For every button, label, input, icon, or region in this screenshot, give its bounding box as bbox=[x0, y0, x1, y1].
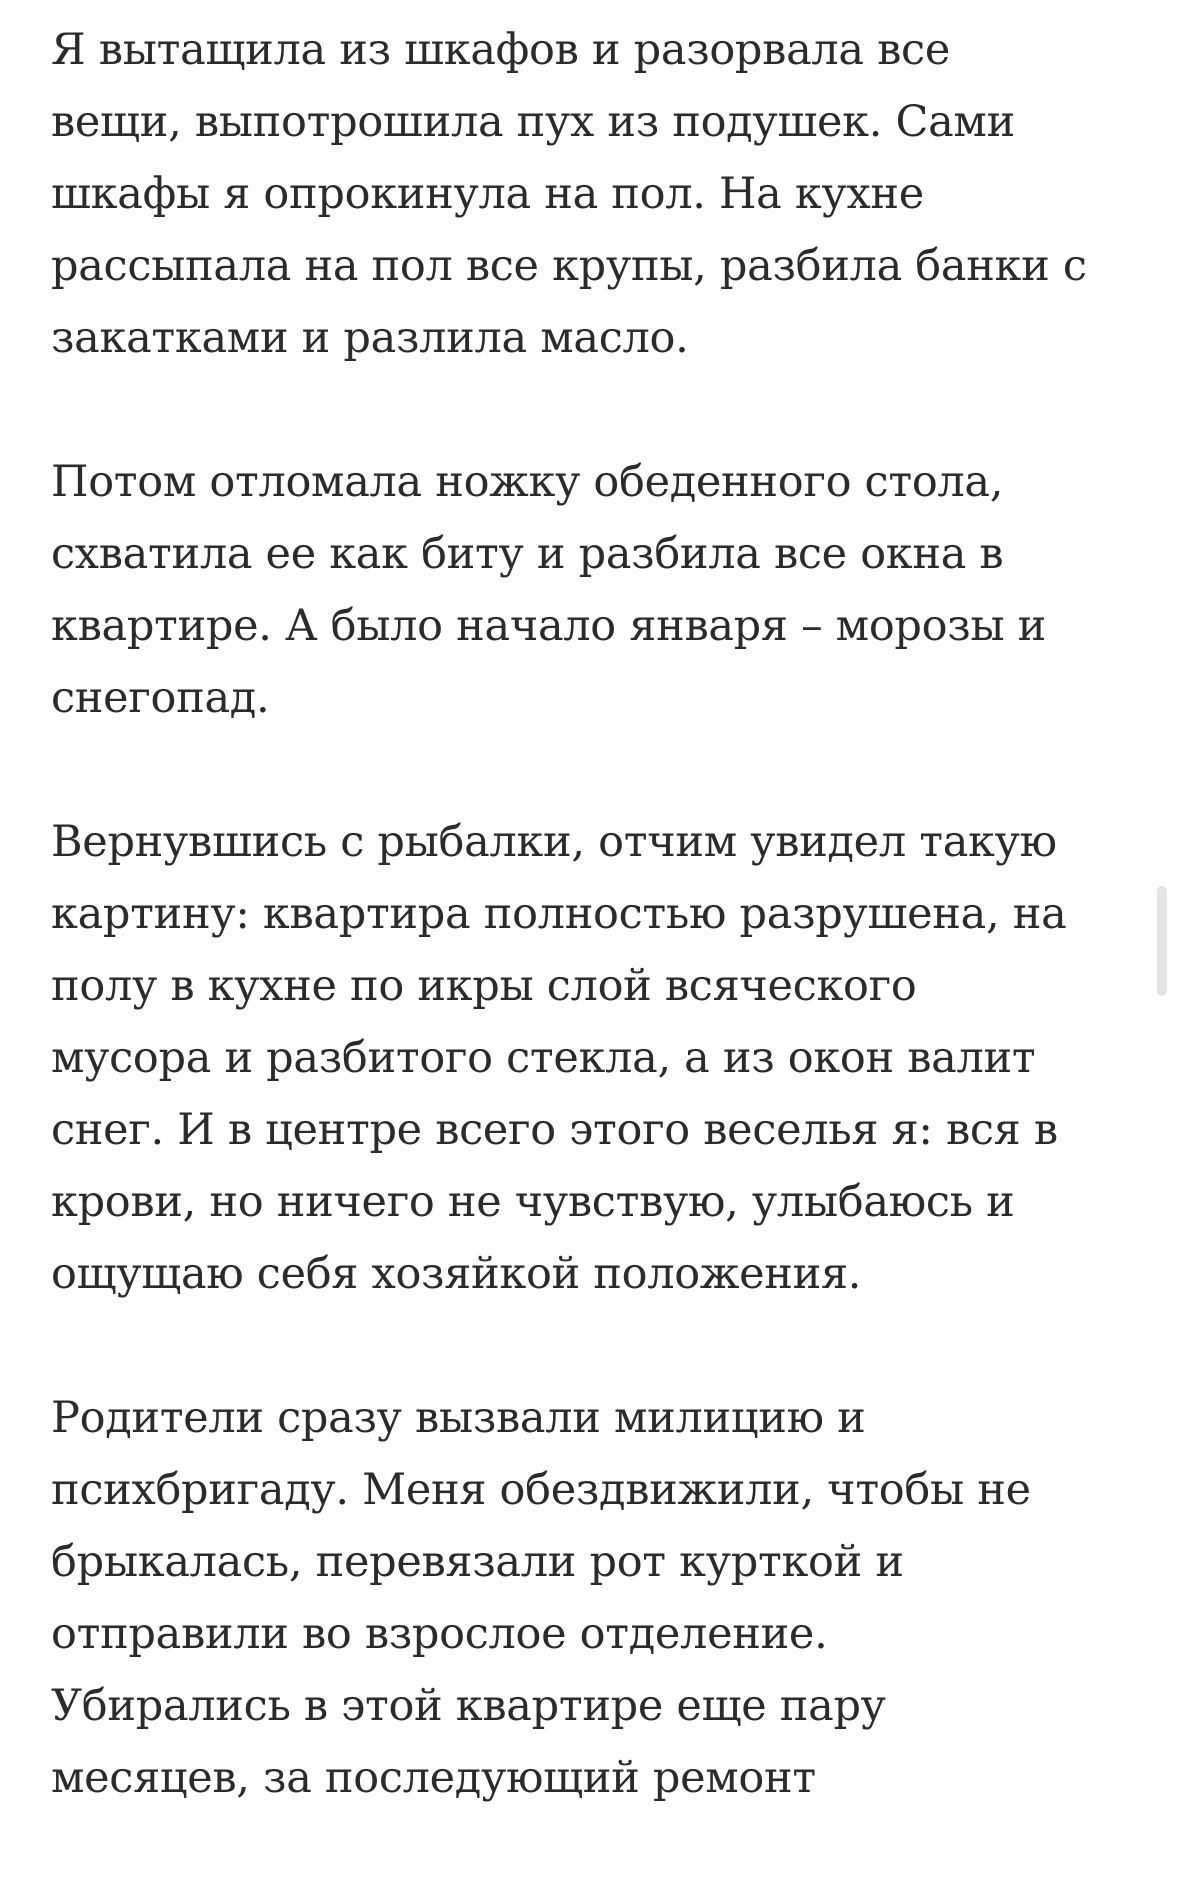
text-line: Потом отломала ножку обеденного стола, bbox=[51, 457, 1004, 507]
text-line: снегопад. bbox=[51, 673, 270, 723]
text-line: схватила ее как биту и разбила все окна в bbox=[51, 529, 1004, 579]
text-line: закатками и разлила масло. bbox=[51, 313, 689, 363]
text-line: квартире. А было начало января – морозы и bbox=[51, 601, 1047, 651]
text-line: психбригаду. Меня обездвижили, чтобы не bbox=[51, 1465, 1031, 1515]
paragraph-4 bbox=[51, 1382, 1141, 1814]
text-line: картину: квартира полностью разрушена, на bbox=[51, 889, 1067, 939]
article-body bbox=[51, 14, 1141, 1886]
paragraph-2 bbox=[51, 446, 1141, 734]
text-line: рассыпала на пол все крупы, разбила банки с bbox=[51, 241, 1087, 291]
text-line: крови, но ничего не чувствую, улыбаюсь и bbox=[51, 1177, 1015, 1227]
text-line: отправили во взрослое отделение. bbox=[51, 1609, 828, 1659]
paragraph-1 bbox=[51, 14, 1141, 374]
scrollbar-thumb[interactable] bbox=[1157, 886, 1167, 996]
text-line: Я вытащила из шкафов и разорвала все bbox=[51, 25, 950, 75]
text-line: Родители сразу вызвали милицию и bbox=[51, 1393, 866, 1443]
text-line: брыкалась, перевязали рот курткой и bbox=[51, 1537, 904, 1587]
text-line: Убирались в этой квартире еще пару bbox=[51, 1681, 886, 1731]
text-line: вещи, выпотрошила пух из подушек. Сами bbox=[51, 97, 1015, 147]
text-line: снег. И в центре всего этого веселья я: вся в bbox=[51, 1105, 1058, 1155]
text-line: Вернувшись с рыбалки, отчим увидел такую bbox=[51, 817, 1057, 867]
text-line: шкафы я опрокинула на пол. На кухне bbox=[51, 169, 924, 219]
text-line: полу в кухне по икры слой всяческого bbox=[51, 961, 917, 1011]
paragraph-3 bbox=[51, 806, 1141, 1310]
text-line: месяцев, за последующий ремонт bbox=[51, 1753, 816, 1803]
text-line: ощущаю себя хозяйкой положения. bbox=[51, 1249, 862, 1299]
text-line: мусора и разбитого стекла, а из окон валит bbox=[51, 1033, 1036, 1083]
